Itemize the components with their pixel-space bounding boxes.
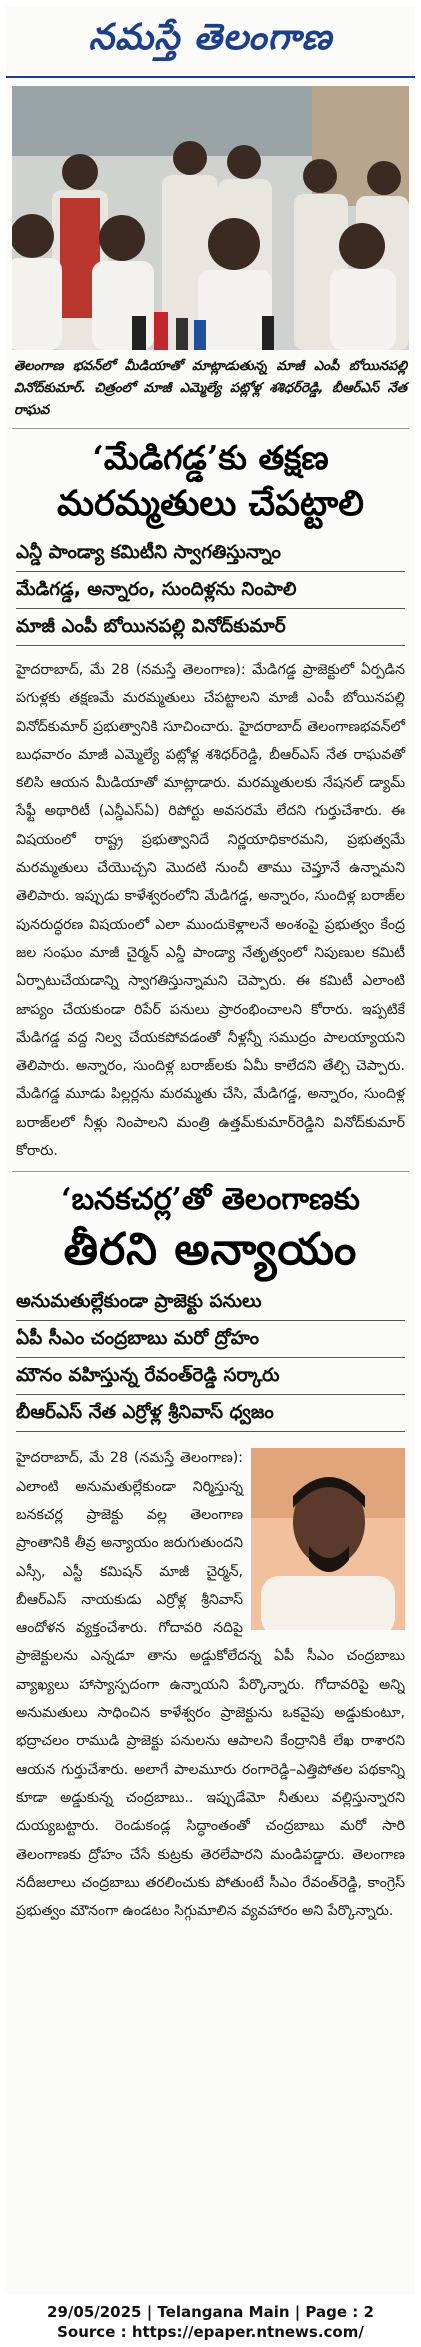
- article2-subhead: అనుమతుల్లేకుండా ప్రాజెక్టు పనులు: [16, 1284, 405, 1321]
- article1-headline-line1: ‘మేడిగడ్డ’కు తక్షణ: [92, 438, 329, 477]
- article1-headline: [6, 435, 415, 527]
- photo-caption: తెలంగాణ భవన్‌లో మీడియాతో మాట్లాడుతున్న మాజీ ఎంపీ బోయినపల్లి వినోద్‌కుమార్‌. చిత్రంలో మాజీ ఎమ్మెల్యే పట్లోళ్ల శశిధర్‌రెడ్డి, బీఆర్‌ఎస్‌ నేత రాఘవ: [14, 359, 407, 418]
- divider: [12, 1171, 409, 1172]
- press-photo-illustration: [12, 86, 409, 350]
- article1-headline-line2: మరమ్మతులు చేపట్టాలి: [57, 483, 364, 524]
- divider: [12, 428, 409, 429]
- masthead: [6, 6, 415, 78]
- article2-body: హైదరాబాద్‌, మే 28 (నమస్తే తెలంగాణ): ఎలాంటి అనుమతుల్లేకుండా నిర్మిస్తున్న బనకచర్ల ప్రాజెక్టు వల్ల తెలంగాణ ప్రాంతానికి తీవ్ర అన్యాయం జరుగుతుందని ఎస్సీ, ఎస్టీ కమిషన్‌ మాజీ చైర్మన్‌, బీఆర్‌ఎస్‌ నాయకుడు ఎర్రోళ్ల శ్రీనివాస్‌ ఆందోళన వ్యక్తంచేశారు. గోదావరి నదిపై ప్రాజెక్టులను ఎన్నడూ తాను అడ్డుకోలేదన్న ఏపీ సీఎం చంద్రబాబు వ్యాఖ్యలు హాస్యాస్పదంగా ఉన్నాయని పేర్కొన్నారు. గోదావరిపై అన్ని అనుమతులు సాధించిన కాళేశ్వరం ప్రాజెక్టును ఒకవైపు అడ్డుకుంటూ, భద్రాచలం రాముడి ప్రాజెక్టు పనులను ఆపాలని కేంద్రానికి లేఖ రాశారని ఆయన గుర్తుచేశారు. అలాగే పాలమూరు రంగారెడ్డి–ఎత్తిపోతల పథకాన్ని కూడా అడ్డుకున్న చంద్రబాబు.. ఇప్పుడేమో నీతులు వల్లిస్తున్నారని దుయ్యబట్టారు. రెండుకండ్ల సిద్ధాంతంతో చంద్రబాబు మరో సారి తెలంగాణకు ద్రోహం చేసే కుట్రకు తెరలేపారని మండిపడ్డారు. తెలంగాణ నదీజలాలు చంద్రబాబు తరలించుకు పోతుంటే సీఎం రేవంత్‌రెడ్డి, కాంగ్రెస్‌ ప్రభుత్వం మౌనంగా ఉండటం సిగ్గుమాలిన వ్యవహారం అని పేర్కొన్నారు.: [16, 1450, 405, 1920]
- article2-subhead: ఏపీ సీఎం చంద్రబాబు మరో ద్రోహం: [16, 1321, 405, 1358]
- article2: [16, 1284, 405, 1925]
- page-footer: [0, 2302, 421, 2342]
- footer-date-edition: 29/05/2025 | Telangana Main | Page : 2: [47, 2303, 374, 2321]
- article1-subheads: [16, 535, 405, 646]
- press-photo: [12, 86, 409, 350]
- article2-subhead: మౌనం వహిస్తున్న రేవంత్‌రెడ్డి సర్కారు: [16, 1358, 405, 1395]
- article2-headline-line1: ‘బనకచర్ల’తో తెలంగాణకు: [61, 1182, 360, 1218]
- portrait-illustration: [251, 1448, 405, 1630]
- article2-headline-line2: తీరని అన్యాయం: [63, 1224, 358, 1276]
- article1-subhead: మేడిగడ్డ, అన్నారం, సుందిళ్లను నింపాలి: [16, 572, 405, 609]
- masthead-title: నమస్తే తెలంగాణ: [88, 15, 333, 58]
- article1-subhead: ఎన్డీ పాండ్యా కమిటీని స్వాగతిస్తున్నాం: [16, 535, 405, 572]
- news-clipping: [6, 6, 415, 2294]
- article2-headline: [6, 1178, 415, 1278]
- article2-body-wrap: [16, 1444, 405, 1925]
- article2-subheads: [16, 1284, 405, 1432]
- portrait-photo: [251, 1448, 405, 1630]
- article1-subhead: మాజీ ఎంపీ బోయినపల్లి వినోద్‌కుమార్‌: [16, 609, 405, 646]
- article2-subhead: బీఆర్‌ఎస్‌ నేత ఎర్రోళ్ల శ్రీనివాస్‌ ధ్వజం: [16, 1395, 405, 1432]
- article1-body: హైదరాబాద్‌, మే 28 (నమస్తే తెలంగాణ): మేడిగడ్డ ప్రాజెక్టులో ఏర్పడిన పగుళ్లకు తక్షణమే మరమ్మతులు చేపట్టాలని మాజీ ఎంపీ బోయినపల్లి వినోద్‌కుమార్‌ ప్రభుత్వానికి సూచించారు. హైదరాబాద్‌ తెలంగాణభవన్‌లో బుధవారం మాజీ ఎమ్మెల్యే పట్లోళ్ల శశిధర్‌రెడ్డి, బీఆర్‌ఎస్‌ నేత రాఘవతో కలిసి ఆయన మీడియాతో మాట్లాడారు. మరమ్మతులకు నేషనల్‌ డ్యామ్‌ సేఫ్టీ అథారిటీ (ఎన్డీఎస్‌ఏ) రిపోర్టు అవసరమే లేదని గుర్తుచేశారు. ఈ విషయంలో రాష్ట్ర ప్రభుత్వానిదే నిర్ణయాధికారమని, ప్రభుత్వమే మరమ్మతులు చేయొచ్చని మొదటి నుంచీ తాము చెప్తూనే ఉన్నామని తెలిపారు. ఇప్పుడు కాళేశ్వరంలోని మేడిగడ్డ, అన్నారం, సుందిళ్ల బరాజ్‌ల పునరుద్ధరణ విషయంలో ఎలా ముందుకెళ్లాలనే అంశంపై ప్రభుత్వం కేంద్ర జల సంఘం మాజీ చైర్మన్‌ ఎన్డీ పాండ్యా నేతృత్వంలో నిపుణుల కమిటీ ఏర్పాటుచేయడాన్ని స్వాగతిస్తున్నామని చెప్పారు. ఈ కమిటీ ఎలాంటి జాప్యం చేయకుండా రిపేర్‌ పనులు ప్రారంభించాలని కోరారు. ఇప్పటికే మేడిగడ్డ వద్ద నిల్వ చేయకపోవడంతో నీళ్లన్నీ సముద్రం పాలయ్యాయని తెలిపారు. అన్నారం, సుందిళ్ల బరాజ్‌లకు ఏమీ కాలేదని తేల్చి చెప్పారు. మేడిగడ్డ మూడు పిల్లర్లను మరమ్మతు చేసి, మేడిగడ్డ, అన్నారం, సుందిళ్ల బరాజ్‌లలో నీళ్లు నింపాలని మంత్రి ఉత్తమ్‌కుమార్‌రెడ్డిని వినోద్‌కుమార్‌ కోరారు.: [16, 662, 405, 1160]
- footer-source: Source : https://epaper.ntnews.com/: [57, 2323, 364, 2341]
